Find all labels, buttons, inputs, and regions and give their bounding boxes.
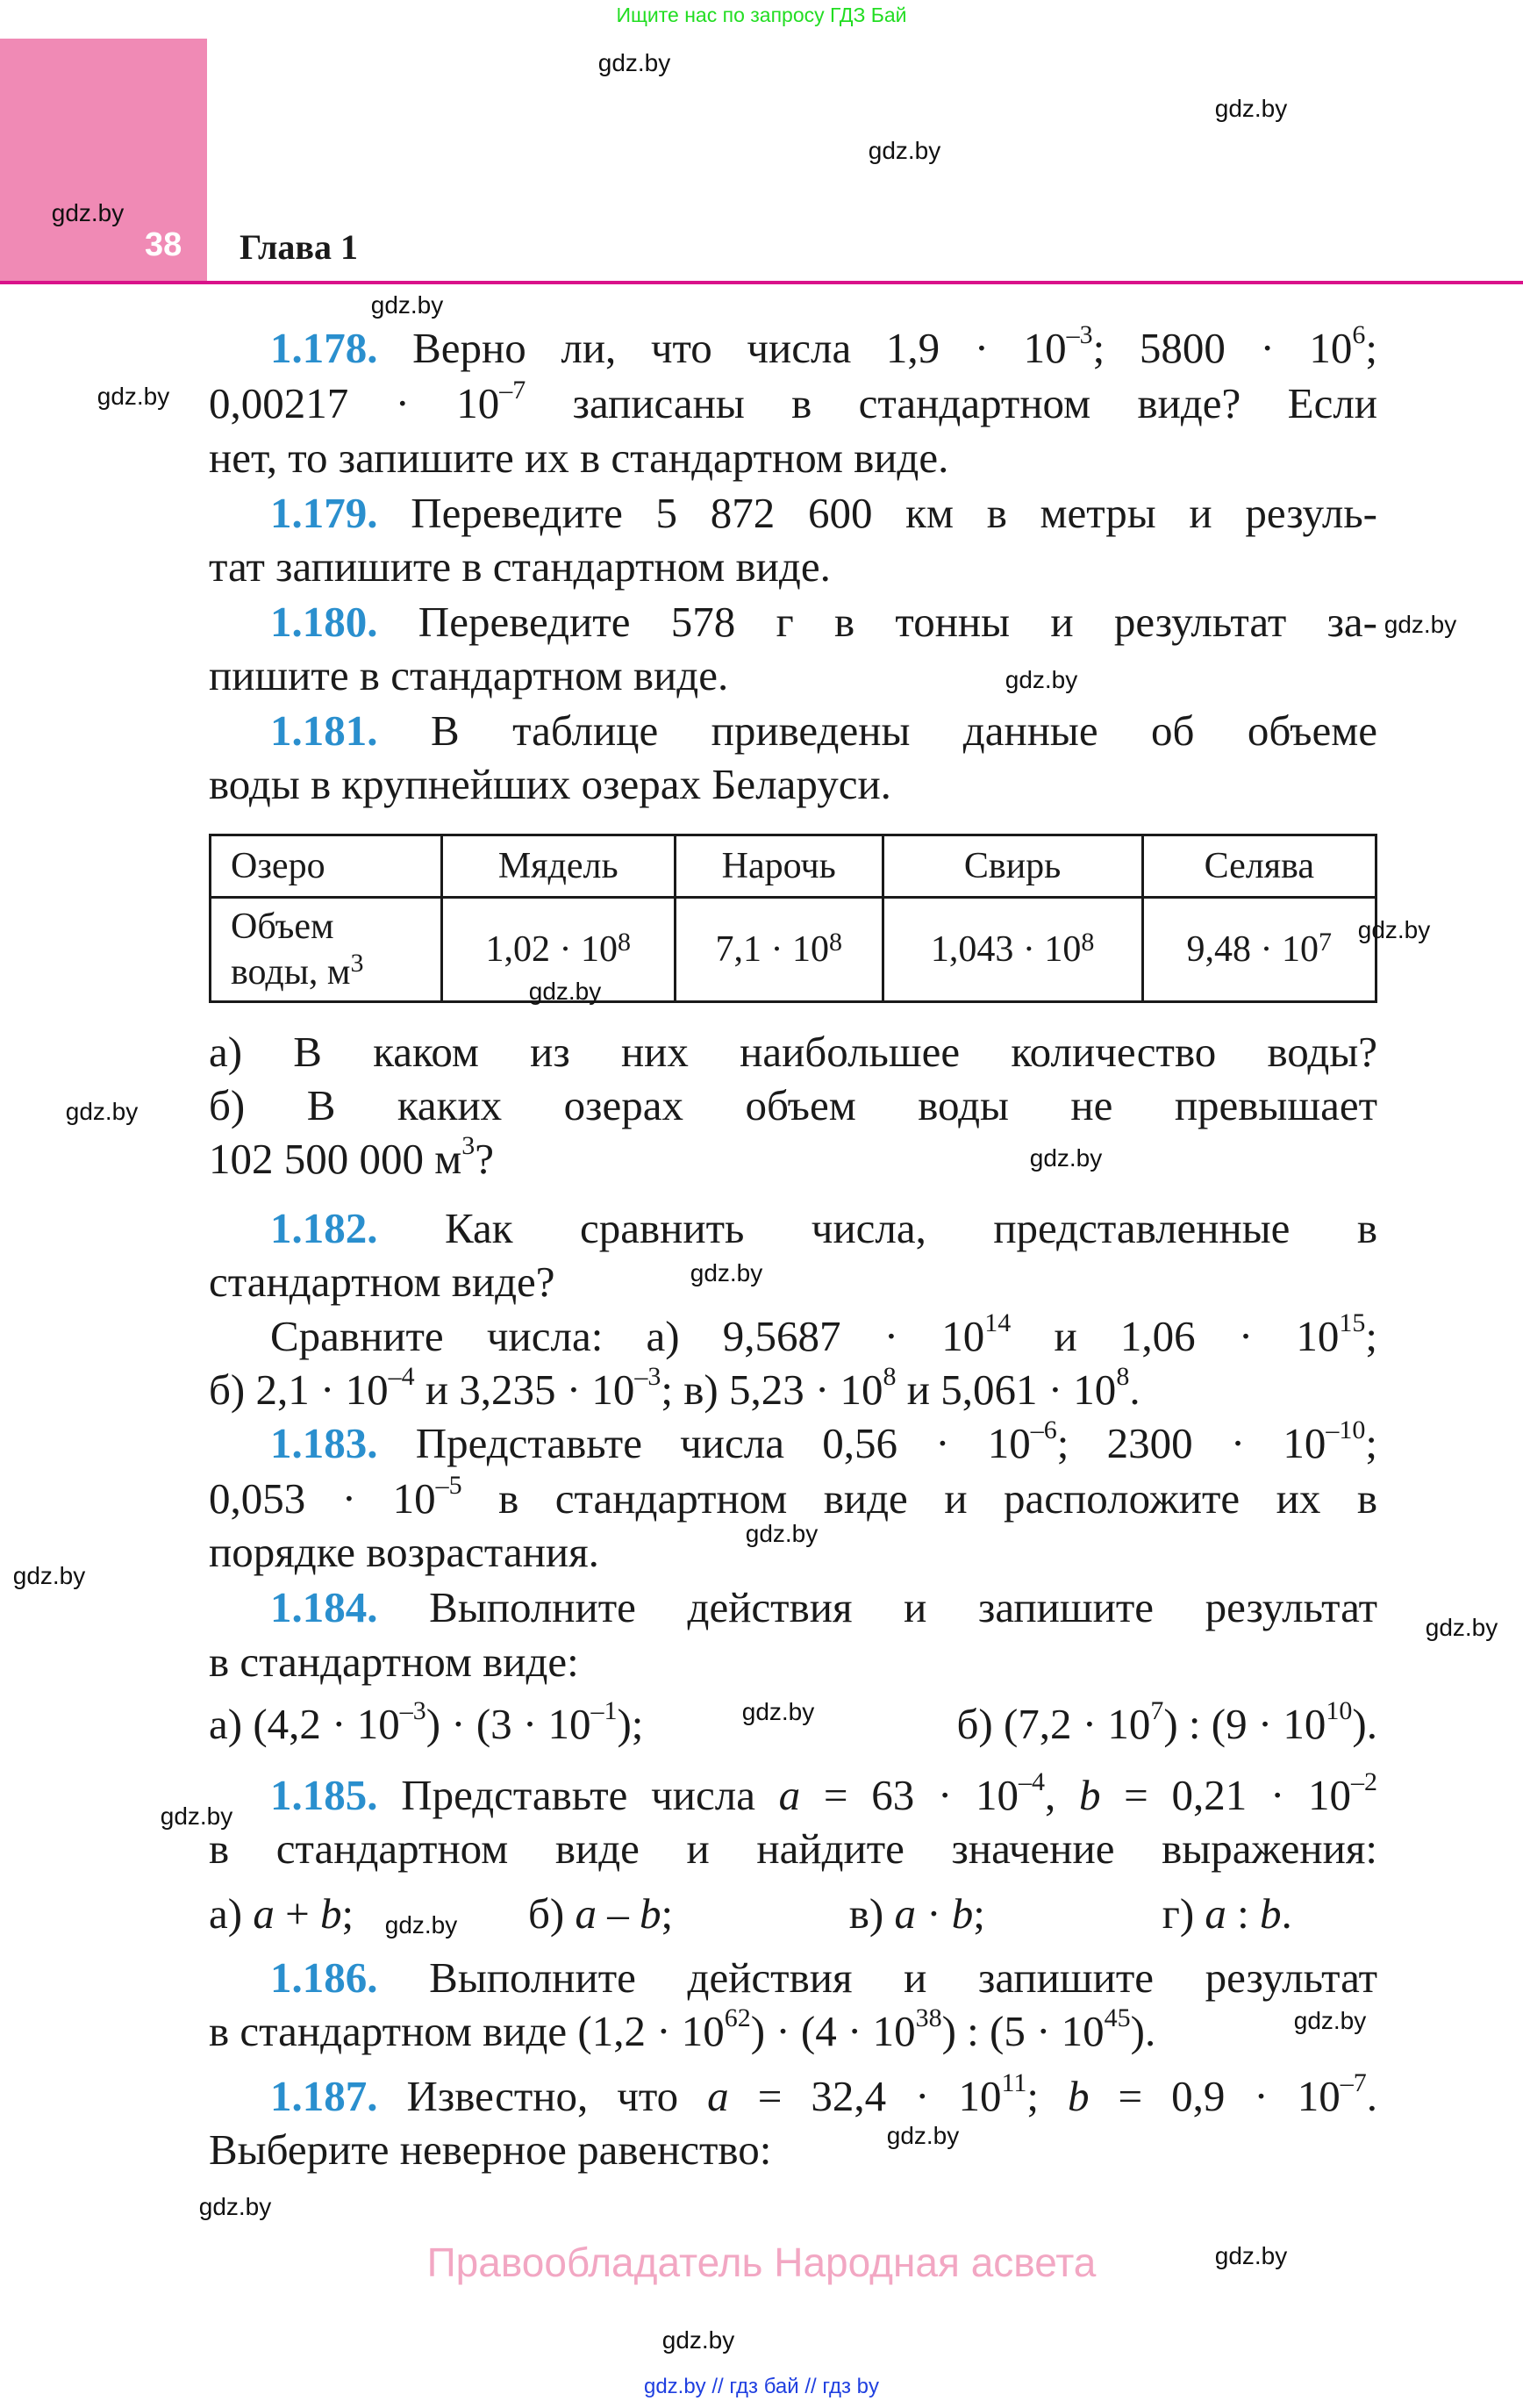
text-run: и 3,235 · 10: [414, 1365, 635, 1414]
text-run: ) : (9 · 10: [1163, 1700, 1326, 1748]
watermark: gdz.by: [1384, 611, 1457, 638]
text-run: б): [528, 1889, 576, 1938]
exponent: 45: [1104, 2003, 1131, 2032]
text-run: 0,00217 · 10: [209, 379, 500, 427]
watermark: gdz.by: [868, 137, 941, 164]
text-run: и 5,061 · 10: [896, 1365, 1117, 1414]
text-run: ) · (3 · 10: [425, 1700, 591, 1748]
text-run: :: [1226, 1889, 1261, 1938]
watermark: gdz.by: [1214, 2242, 1288, 2269]
text-run: ;: [1365, 1419, 1377, 1467]
text-run: в): [848, 1889, 895, 1938]
text-run: пишите в стандартном виде.: [209, 651, 729, 699]
exponent: –6: [1030, 1415, 1057, 1444]
mantissa: 1,02 · 10: [485, 929, 618, 970]
mantissa: 9,48 · 10: [1186, 929, 1319, 970]
problem-number: 1.178.: [270, 324, 378, 372]
watermark: gdz.by: [661, 2326, 735, 2354]
exponent: 8: [617, 928, 631, 957]
text-line: [209, 431, 1377, 485]
exponent: –3: [399, 1696, 426, 1725]
text-run: Известно, что: [377, 2072, 708, 2120]
text-run: Верно ли, что числа 1,9 · 10: [377, 324, 1067, 372]
watermark: gdz.by: [97, 383, 170, 410]
text-run: 102 500 000 м: [209, 1135, 462, 1183]
subtask: [956, 1697, 1377, 1752]
text-run: ;: [973, 1889, 985, 1938]
exponent: 6: [1352, 320, 1366, 349]
page-number: 38: [145, 226, 182, 263]
text-run: Переведите 578 г в тонны и результат за-: [377, 598, 1377, 646]
problem-number: 1.186.: [270, 1953, 378, 2002]
text-run: воды в крупнейших озерах Беларуси.: [209, 760, 891, 808]
exponent: 11: [1001, 2068, 1027, 2097]
text-run: Выполните действия и запишите результат: [377, 1583, 1377, 1631]
text-line: [209, 376, 1377, 431]
copyright-footer: Правообладатель Народная асвета: [426, 2240, 1097, 2285]
watermark: gdz.by: [1293, 2007, 1367, 2034]
text-run: порядке возрастания.: [209, 1528, 599, 1576]
row-label-line2: воды, м: [231, 952, 351, 993]
text-run: ;: [1365, 324, 1377, 372]
exponent: –3: [1066, 320, 1093, 349]
variable: a: [1205, 1889, 1226, 1938]
text-run: б) В каких озерах объем воды не превышает: [209, 1081, 1377, 1129]
text-run: ).: [1130, 2007, 1156, 2055]
variable: a: [707, 2072, 729, 2120]
text-line: [209, 2069, 1377, 2124]
text-run: Представьте числа: [377, 1771, 779, 1819]
text-line: [209, 1201, 1377, 1256]
exponent: –4: [388, 1362, 415, 1391]
text-run: в стандартном виде и расположите их в: [461, 1474, 1377, 1523]
header-divider: [0, 281, 1523, 284]
text-line: [209, 1822, 1377, 1876]
table-header-cell: Мядель: [441, 835, 675, 898]
text-run: Выберите неверное равенство:: [209, 2125, 772, 2174]
text-line: [209, 540, 1377, 594]
problem-number: 1.184.: [270, 1583, 378, 1631]
text-line: [209, 1580, 1377, 1635]
watermark: gdz.by: [370, 291, 444, 319]
exponent: 8: [883, 1362, 897, 1391]
problem-number: 1.187.: [270, 2072, 378, 2120]
text-run: записаны в стандартном виде? Если: [526, 379, 1377, 427]
watermark: gdz.by: [597, 49, 671, 76]
text-line: [209, 1635, 1377, 1689]
text-run: ?: [475, 1135, 495, 1183]
row-label-line1: Объем: [231, 907, 334, 947]
text-run: .: [1129, 1365, 1140, 1414]
text-line: [209, 1309, 1377, 1364]
problem-number: 1.180.: [270, 598, 378, 646]
text-line: [209, 486, 1377, 541]
watermark: gdz.by: [528, 978, 602, 1005]
text-run: ;: [661, 1889, 674, 1938]
text-line: [209, 595, 1377, 649]
table-header-cell: Озеро: [211, 835, 442, 898]
watermark: gdz.by: [198, 2193, 272, 2220]
mantissa: 1,043 · 10: [930, 929, 1082, 970]
variable: b: [319, 1889, 342, 1938]
variable: b: [1260, 1889, 1282, 1938]
exponent: 8: [1081, 928, 1095, 957]
text-line: [209, 1025, 1377, 1079]
table-row: [211, 898, 1376, 1002]
problem-number: 1.182.: [270, 1204, 378, 1252]
text-run: );: [617, 1700, 644, 1748]
exponent: 7: [1150, 1696, 1164, 1725]
text-run: = 63 · 10: [800, 1771, 1019, 1819]
watermark: gdz.by: [51, 199, 125, 226]
subtask: [849, 1887, 985, 1941]
text-run: .: [1281, 1889, 1292, 1938]
exponent: 15: [1339, 1308, 1366, 1337]
exponent: –10: [1326, 1415, 1366, 1444]
text-run: ·: [915, 1889, 952, 1938]
variable: a: [894, 1889, 916, 1938]
text-run: 0,053 · 10: [209, 1474, 436, 1523]
problem-number: 1.185.: [270, 1771, 378, 1819]
problem-number: 1.181.: [270, 706, 378, 755]
exponent: –5: [435, 1471, 462, 1500]
problem-number: 1.183.: [270, 1419, 378, 1467]
watermark: gdz.by: [1029, 1144, 1103, 1172]
exponent: 14: [984, 1308, 1012, 1337]
exponent: 7: [1319, 928, 1333, 957]
text-run: ; в) 5,23 · 10: [661, 1365, 883, 1414]
text-run: г): [1162, 1889, 1205, 1938]
exponent: –7: [499, 376, 526, 405]
text-run: ; 5800 · 10: [1092, 324, 1353, 372]
text-line: [209, 757, 1377, 812]
text-run: = 0,9 · 10: [1089, 2072, 1341, 2120]
table-header-cell: Нарочь: [675, 835, 883, 898]
text-run: б) (7,2 · 10: [956, 1700, 1151, 1748]
text-run: В таблице приведены данные об объеме: [377, 706, 1377, 755]
text-run: Выполните действия и запишите результат: [377, 1953, 1377, 2002]
watermark: gdz.by: [1425, 1614, 1498, 1641]
watermark: gdz.by: [741, 1698, 815, 1725]
variable: b: [640, 1889, 661, 1938]
table-header-row: [211, 835, 1376, 898]
table-cell: [1142, 898, 1376, 1002]
text-run: = 0,21 · 10: [1100, 1771, 1352, 1819]
watermark: gdz.by: [65, 1098, 139, 1125]
text-run: а) В каком из них наибольшее количество воды?: [209, 1028, 1377, 1076]
variable: b: [951, 1889, 974, 1938]
watermark: gdz.by: [886, 2122, 960, 2149]
text-run: ).: [1352, 1700, 1377, 1748]
table-header-cell: Селява: [1142, 835, 1376, 898]
text-run: в стандартном виде (1,2 · 10: [209, 2007, 725, 2055]
text-line: [209, 1363, 1377, 1417]
text-run: .: [1366, 2072, 1378, 2120]
text-run: тат запишите в стандартном виде.: [209, 542, 831, 591]
text-run: а) (4,2 · 10: [209, 1700, 400, 1748]
text-line: [209, 1079, 1377, 1133]
problem-number: 1.179.: [270, 489, 378, 537]
exponent: –1: [590, 1696, 618, 1725]
subtask: [209, 1697, 643, 1752]
watermark: gdz.by: [1214, 95, 1288, 122]
watermark: gdz.by: [1005, 666, 1078, 693]
subtask: [209, 1887, 354, 1941]
watermark: gdz.by: [745, 1520, 819, 1547]
text-line: [209, 2004, 1377, 2059]
text-line: [209, 704, 1377, 758]
watermark: gdz.by: [12, 1562, 86, 1589]
exponent: 8: [1116, 1362, 1130, 1391]
text-run: Как сравнить числа, представленные в: [377, 1204, 1377, 1252]
text-run: в стандартном виде:: [209, 1638, 579, 1686]
search-hint: Ищите нас по запросу ГДЗ Бай: [616, 4, 907, 26]
exponent: 10: [1326, 1696, 1353, 1725]
text-run: а): [209, 1889, 254, 1938]
text-line: [209, 1416, 1377, 1471]
text-line: [209, 1132, 1377, 1186]
chapter-title: Глава 1: [240, 227, 358, 267]
exponent: –2: [1351, 1767, 1378, 1796]
variable: b: [1078, 1771, 1101, 1819]
text-run: стандартном виде?: [209, 1258, 555, 1306]
exponent: 38: [915, 2003, 942, 2032]
text-run: Представьте числа 0,56 · 10: [377, 1419, 1031, 1467]
text-run: ; 2300 · 10: [1056, 1419, 1326, 1467]
row-label-exponent: 3: [350, 949, 364, 978]
text-run: ) · (4 · 10: [750, 2007, 916, 2055]
watermark: gdz.by: [690, 1259, 763, 1286]
variable: b: [1067, 2072, 1090, 2120]
text-run: ) : (5 · 10: [941, 2007, 1105, 2055]
exponent: 8: [828, 928, 842, 957]
text-line: [209, 321, 1377, 376]
exponent: –7: [1340, 2068, 1367, 2097]
text-line: [209, 1255, 1377, 1309]
text-line: [209, 649, 1377, 703]
exponent: 62: [724, 2003, 751, 2032]
lakes-table: [209, 834, 1377, 1003]
exponent: –3: [634, 1362, 661, 1391]
exponent: 3: [461, 1131, 475, 1160]
text-run: ;: [1026, 2072, 1068, 2120]
text-run: нет, то запишите их в стандартном виде.: [209, 434, 949, 482]
watermark: gdz.by: [1357, 916, 1431, 943]
table-header-cell: Свирь: [883, 835, 1142, 898]
watermark: gdz.by: [160, 1802, 233, 1830]
mantissa: 7,1 · 10: [715, 929, 829, 970]
text-line: [209, 2123, 1377, 2177]
watermark: gdz.by: [384, 1911, 458, 1939]
variable: a: [575, 1889, 597, 1938]
table-cell: [883, 898, 1142, 1002]
text-line: [209, 1472, 1377, 1526]
text-line: [209, 1951, 1377, 2005]
subtask: [1162, 1887, 1292, 1941]
text-run: Сравните числа: а) 9,5687 · 10: [270, 1312, 985, 1360]
variable: a: [253, 1889, 275, 1938]
exponent: –4: [1018, 1767, 1045, 1796]
text-run: и 1,06 · 10: [1011, 1312, 1340, 1360]
table-cell: [675, 898, 883, 1002]
text-run: б) 2,1 · 10: [209, 1365, 389, 1414]
text-run: ;: [341, 1889, 354, 1938]
text-run: ;: [1365, 1312, 1377, 1360]
row-label: [211, 898, 442, 1002]
text-line: [209, 1768, 1377, 1823]
subtask: [528, 1887, 673, 1941]
text-run: –: [597, 1889, 640, 1938]
text-run: ,: [1044, 1771, 1079, 1819]
text-run: Переведите 5 872 600 км в метры и резуль-: [377, 489, 1377, 537]
text-run: в стандартном виде и найдите значение выражения:: [209, 1824, 1377, 1873]
text-run: = 32,4 · 10: [728, 2072, 1002, 2120]
bottom-links[interactable]: gdz.by // гдз бай // гдз by: [643, 2375, 880, 2398]
text-run: +: [274, 1889, 320, 1938]
variable: a: [778, 1771, 801, 1819]
